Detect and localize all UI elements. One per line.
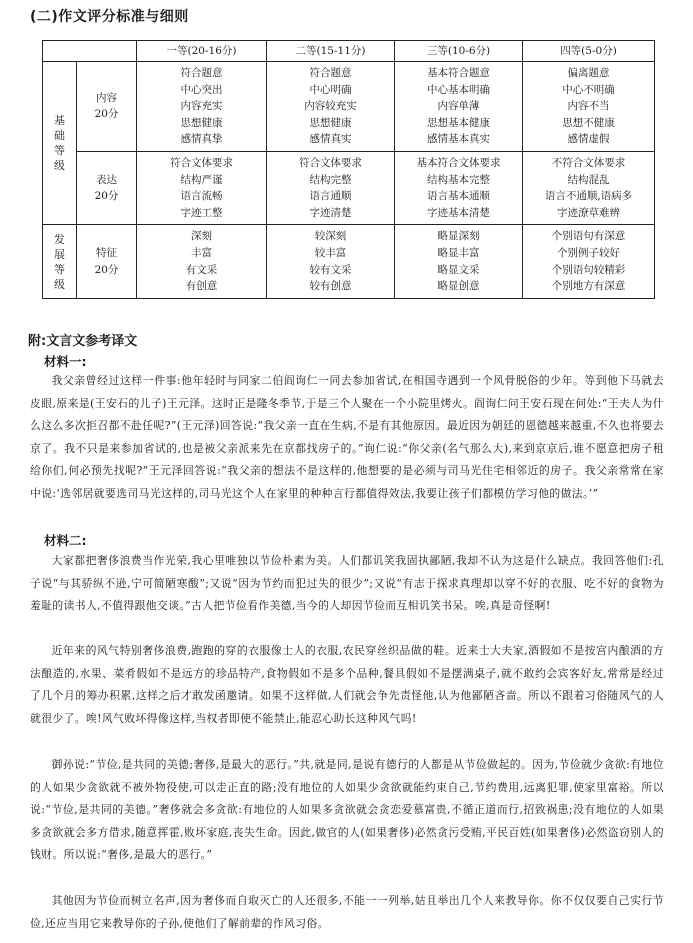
cell-line: 字迹潦草难辨 [557,206,620,219]
row-label-content [77,62,137,152]
cell-line: 感情真实 [309,133,352,146]
cell-line: 中心突出 [180,83,223,96]
cell-line: 思想不健康 [562,116,615,129]
table-cell [395,225,523,298]
basic-level-char: 级 [54,159,65,173]
material-two-paragraph-3: 御孙说:“节俭,是共同的美德;奢侈,是最大的恶行。”共,就是同,是说有德行的人都是从节俭做起的。因为,节俭就少贪欲:有地位的人如果少贪欲就不被外物役使,可以走正直的路;没有地位的人如果少贪欲就能约束自己,节约费用,远离犯罪,使家里富裕。所以说:“节俭,是共同的美德。”奢侈就会多贪欲:有地位的人如果多贪欲就会贪恋爱慕富贵,不循正道而行,招致祸患;没有地位的人如果多贪欲就会多方借求,随意挥霍,败坏家庭,丧失生命。因此,做官的人(如果奢侈)必然贪污受贿,平民百姓(如果奢侈)必然盗窃别人的钱财。所以说:“奢侈,是最大的恶行。” [30,758,664,862]
cell-line: 基本符合题意 [427,67,490,79]
dev-level-char: 展 [54,247,65,261]
cell-line: 个别地方有深意 [551,280,626,293]
cell-line: 较有创意 [309,280,352,293]
row-label-feature [77,225,137,298]
cell-line: 较深刻 [314,230,347,243]
table-corner-cell [43,41,137,62]
row-label-score: 20分 [94,108,119,121]
cell-line: 结构基本完整 [427,173,490,186]
row-label-text: 内容 [96,91,117,104]
basic-level-char: 基 [54,114,65,128]
cell-line: 略显丰富 [437,246,480,259]
cell-line: 丰富 [191,246,212,259]
cell-line: 结构完整 [309,173,352,186]
table-cell [267,62,395,152]
material-two-title: 材料二: [44,533,87,548]
table-cell [523,225,655,298]
table-cell [267,151,395,224]
cell-line: 中心基本明确 [427,83,490,96]
cell-line: 感情真挚 [180,133,223,146]
cell-line: 语言通顺 [309,190,352,203]
cell-line: 中心明确 [309,83,352,96]
cell-line: 较有文采 [309,263,352,276]
cell-line: 略显创意 [437,280,480,293]
material-one-title: 材料一: [44,354,87,369]
header-grade-4: 四等(5-0分) [523,41,655,62]
table-cell [137,62,267,152]
row-label-expression [77,151,137,224]
cell-line: 符合文体要求 [170,156,233,169]
cell-line: 语言基本通顺 [427,190,490,203]
cell-line: 符合题意 [309,67,352,79]
table-row [43,225,655,298]
cell-line: 个别例子较好 [557,246,620,259]
cell-line: 有文采 [185,263,218,276]
basic-level-char: 础 [54,129,65,143]
cell-line: 字迹基本清楚 [427,206,490,219]
row-label-score: 20分 [94,263,119,276]
cell-line: 字迹工整 [180,206,223,219]
section-title: (二)作文评分标准与细则 [30,9,189,25]
cell-line: 思想健康 [309,116,352,129]
dev-level-char: 发 [54,232,65,246]
table-cell [523,151,655,224]
table-cell [137,151,267,224]
material-one-paragraph: 我父亲曾经过这样一件事:他年轻时与同家二伯阎询仁一同去参加省试,在相国寺遇到一个风骨脱俗的少年。等到他下马就去皮眼,原来是(王安石的儿子)王元泽。这时正是隆冬季节,于是三个人聚在一个小院里烤火。阎询仁问王安石现在何处:“王夫人为什么这么多次拒召都不赴任呢?”(王元泽)回答说:“我父亲一直在生病,不是有其他原因。最近因为朝廷的恩德越来越重,不久也将要去京了。我不只是来参加省试的,也是被父亲派来先在京都找房子的。”询仁说:“你父亲(名气那么大),来到京京后,谁不愿意把房子租给你们,何必预先找呢?”王元泽回答说:“我父亲的想法不是这样的,他想要的是必须与司马光住宅相邻近的房子。我父亲常常在家中说:‘选邻居就要选司马光这样的,司马光这个人在家里的种种言行都值得效法,我要让孩子们都模仿学习他的做法。’” [30,374,664,500]
cell-line: 内容单薄 [437,100,480,113]
cell-line: 字迹清楚 [309,206,352,219]
row-label-score: 20分 [94,190,119,203]
cell-line: 不符合文体要求 [551,156,626,169]
cell-line: 符合题意 [180,67,223,79]
table-cell [395,62,523,152]
cell-line: 略显文采 [437,263,480,276]
cell-line: 深刻 [191,230,212,243]
cell-line: 有创意 [185,280,218,293]
row-label-text: 特征 [96,246,117,259]
translation-heading: 附:文言文参考译文 [28,334,138,349]
header-grade-2: 二等(15-11分) [267,41,395,62]
cell-line: 中心不明确 [562,83,615,96]
basic-level-label [43,62,77,225]
material-two-paragraph-2: 近年来的风气特别奢侈浪费,跑跑的穿的衣服像士人的衣服,农民穿丝织品做的鞋。近来士大夫家,酒假如不是按宫内酿酒的方法酿造的,水果、菜肴假如不是远方的珍品特产,食物假如不是多个品种,餐具假如不是摆满桌子,就不敢约会宾客好友,常常是经过了几个月的筹办积累,这样之后才敢发函邀请。如果不这样做,人们就会争先责怪他,认为他鄙陋吝啬。所以不跟着习俗随风气的人就很少了。唉!风气败坏得像这样,当权者即使不能禁止,能忍心助长这种风气吗! [30,644,664,725]
table-cell [267,225,395,298]
table-row [43,62,655,152]
cell-line: 结构混乱 [567,173,610,186]
table-row [43,151,655,224]
cell-line: 基本符合文体要求 [416,156,501,169]
cell-line: 个别语句较精彩 [551,263,626,276]
table-header-row [43,41,655,62]
cell-line: 内容充实 [180,100,223,113]
basic-level-char: 等 [54,144,65,158]
cell-line: 感情基本真实 [427,133,490,146]
cell-line: 略显深刻 [437,230,480,243]
cell-line: 语言不通顺,语病多 [544,190,633,203]
material-two-paragraph-1: 大家都把奢侈浪费当作光荣,我心里唯独以节俭朴素为美。人们都讥笑我固执鄙陋,我却不认为这是什么缺点。我回答他们:孔子说“与其骄纵不逊,宁可简陋寒酸”;又说“因为节约而犯过失的很少”;又说“有志于探求真理却以穿不好的衣服、吃不好的食物为羞耻的读书人,不值得跟他交谈。”古人把节俭看作美德,当今的人却因节俭而互相讥笑书呆。唉,真是奇怪啊! [30,554,664,613]
cell-line: 符合文体要求 [299,156,362,169]
header-grade-1: 一等(20-16分) [137,41,267,62]
header-grade-3: 三等(10-6分) [395,41,523,62]
cell-line: 较丰富 [314,246,347,259]
cell-line: 感情虚假 [567,133,610,146]
development-level-label [43,225,77,298]
table-cell [395,151,523,224]
material-two-paragraph-4: 其他因为节俭而树立名声,因为奢侈而自取灭亡的人还很多,不能一一列举,姑且举出几个人来教导你。你不仅仅要自己实行节俭,还应当用它来教导你的子孙,使他们了解前辈的作风习俗。 [30,894,664,930]
dev-level-char: 级 [54,277,65,291]
table-cell [523,62,655,152]
row-label-text: 表达 [96,173,117,186]
cell-line: 偏离题意 [567,67,610,79]
cell-line: 思想基本健康 [427,116,490,129]
cell-line: 内容较充实 [304,100,357,113]
cell-line: 个别语句有深意 [551,230,626,243]
cell-line: 结构严谨 [180,173,223,186]
grading-table [42,40,655,299]
table-cell [137,225,267,298]
cell-line: 语言流畅 [180,190,223,203]
cell-line: 内容不当 [567,100,610,113]
cell-line: 思想健康 [180,116,223,129]
dev-level-char: 等 [54,262,65,276]
